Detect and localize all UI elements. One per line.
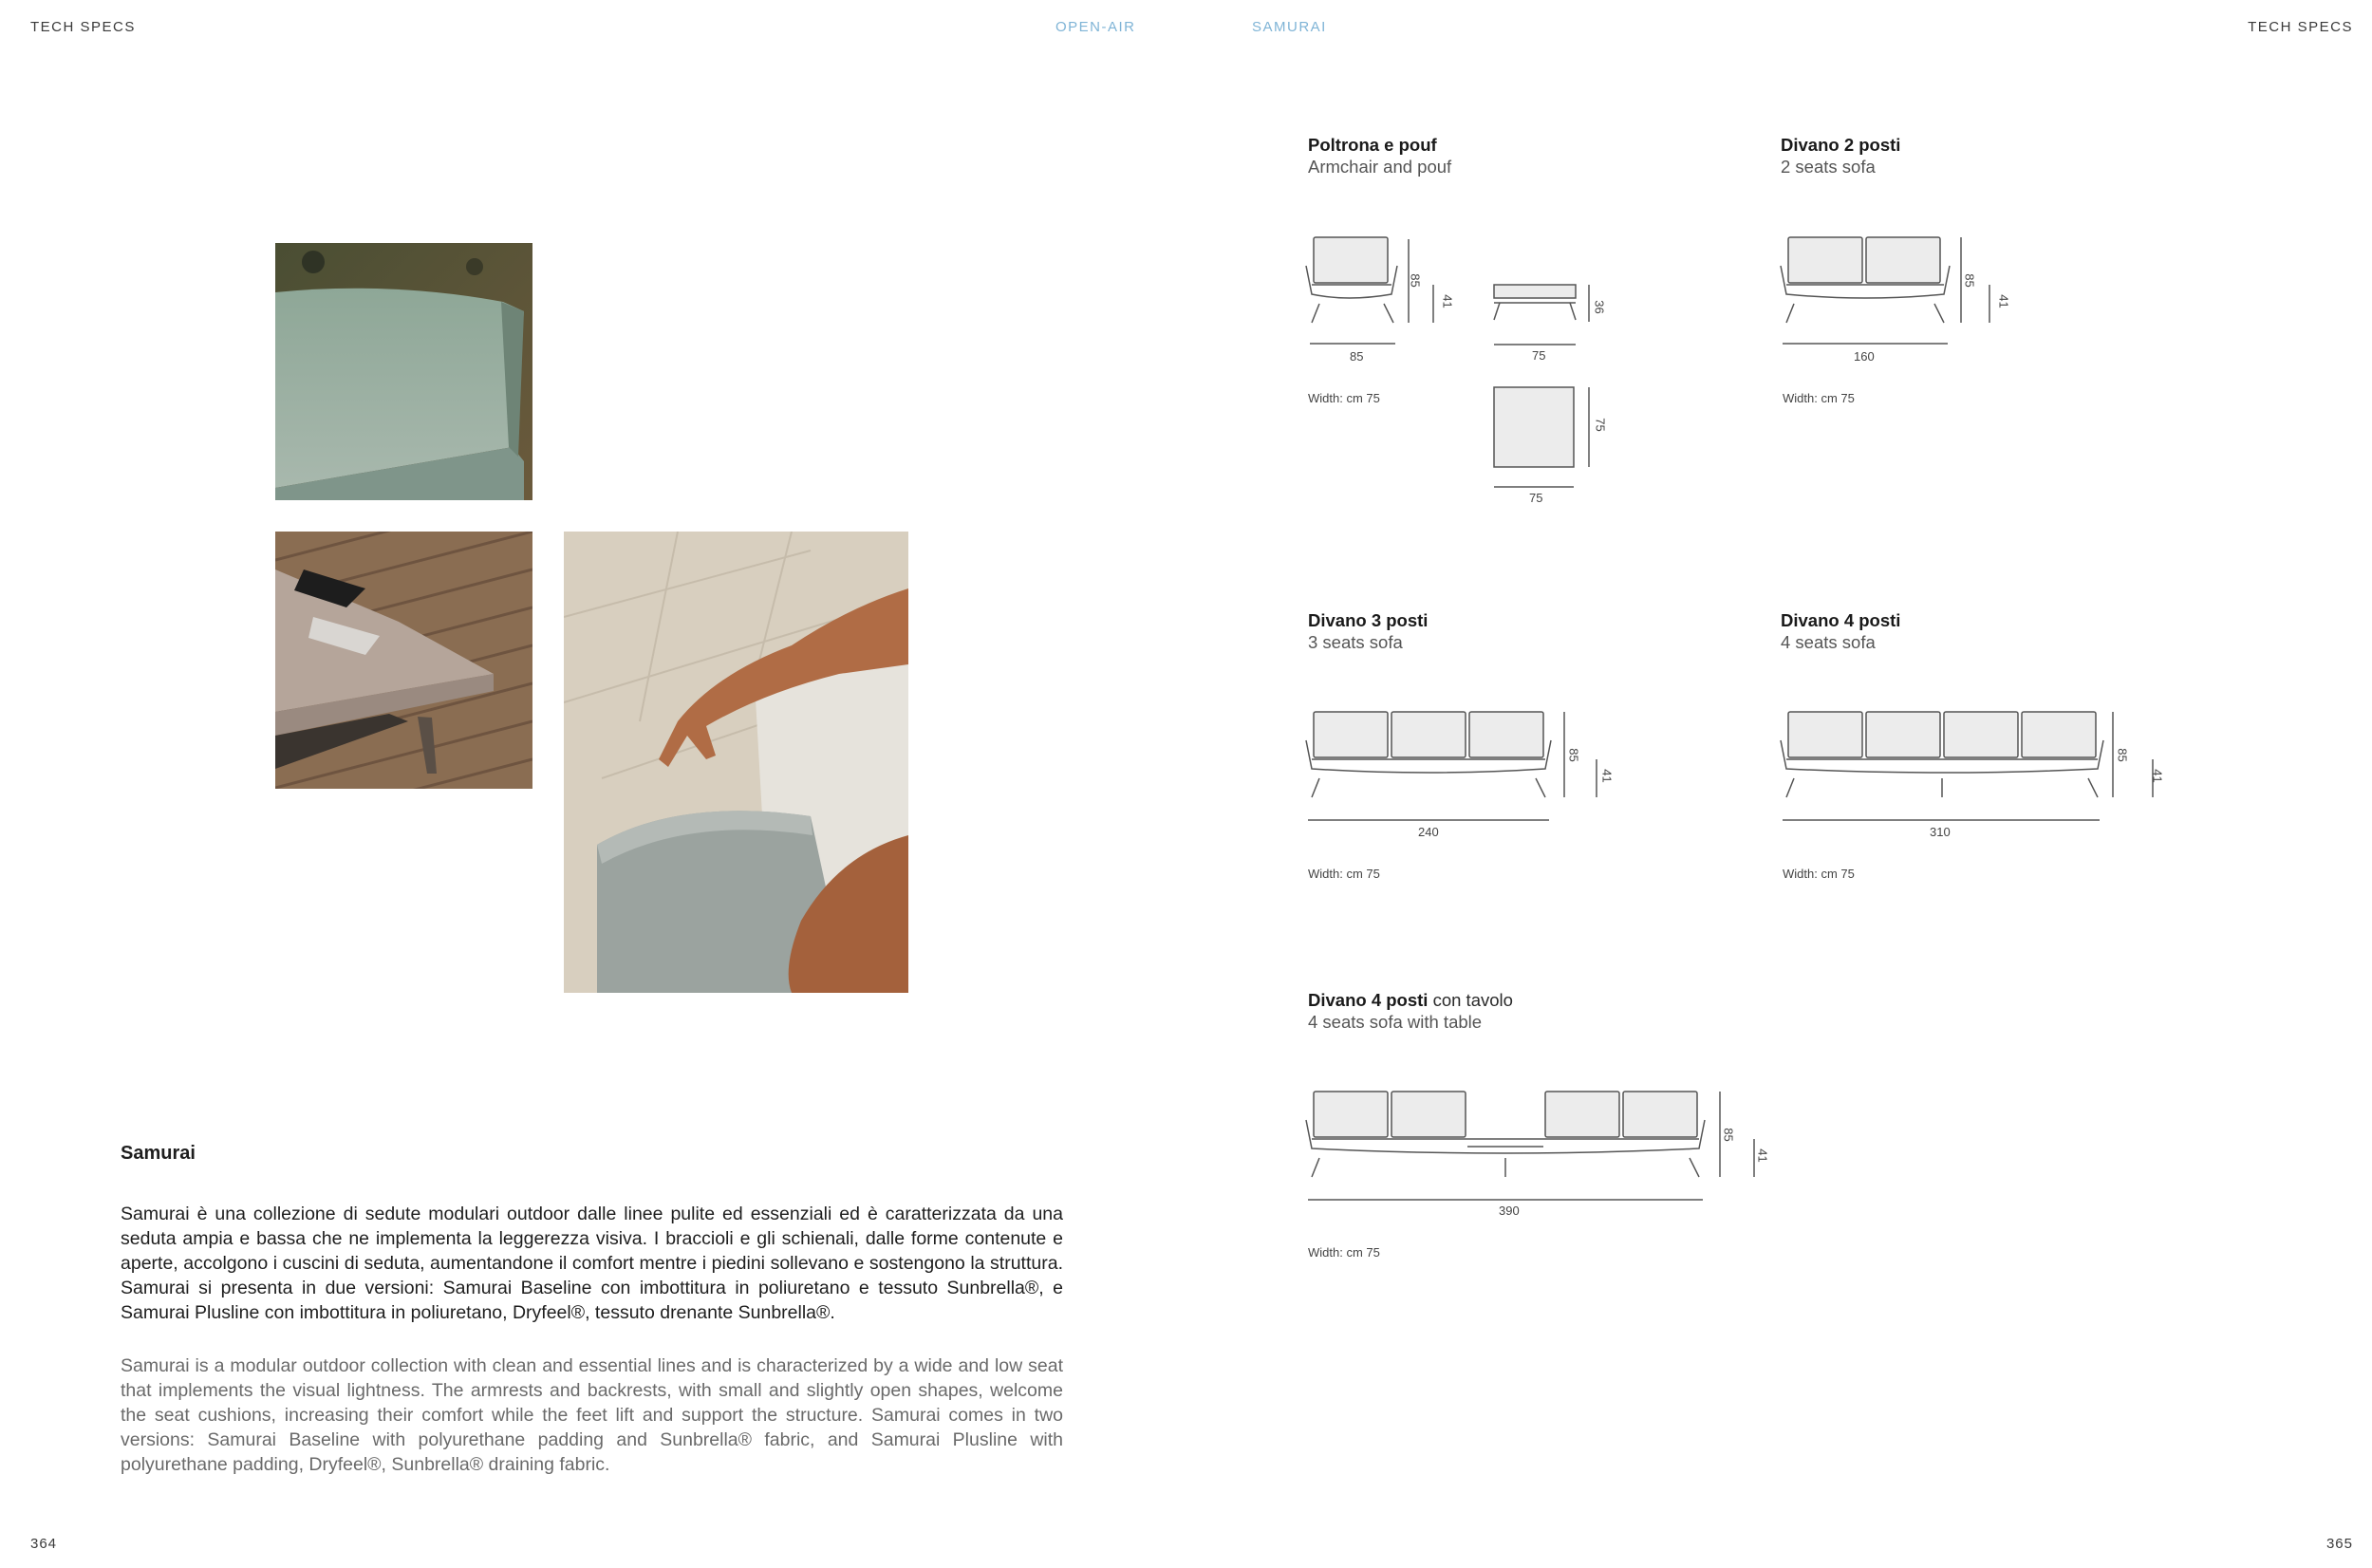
sofa2-seat-height: 41	[1996, 294, 2011, 308]
armchair-width: 85	[1350, 349, 1364, 364]
person-armchair-photo	[564, 532, 908, 993]
pouf-top-depth: 75	[1593, 418, 1608, 432]
sofa-table-width: 390	[1499, 1204, 1520, 1218]
table-deck-photo	[275, 532, 532, 789]
sofa3-depth-label: Width: cm 75	[1308, 867, 1380, 881]
sofa3-seat-height: 41	[1599, 769, 1615, 783]
pouf-width: 75	[1532, 348, 1546, 363]
sofa-3-seats-drawing	[1300, 702, 1614, 826]
sofa-table-depth-label: Width: cm 75	[1308, 1245, 1380, 1260]
product-4-seats-sofa	[1781, 609, 1900, 653]
product-name-it: Divano 4 posti	[1781, 610, 1901, 630]
armchair-depth-label: Width: cm 75	[1308, 391, 1380, 405]
sofa2-height: 85	[1962, 273, 1977, 288]
pouf-drawing	[1490, 280, 1604, 517]
product-name-en: 4 seats sofa with table	[1308, 1012, 1483, 1032]
armchair-drawing	[1300, 228, 1462, 351]
product-name-it-rest: con tavolo	[1428, 990, 1513, 1010]
description-italian: Samurai è una collezione di sedute modulari outdoor dalle linee pulite ed essenziali ed è caratterizzata da una seduta ampia e bassa che ne implementa la leggerezza visiva. I braccioli e gli schienali, dalle forme contenute e aperte, accolgono i cuscini di seduta, aumentandone il comfort mentre i piedini sollevano e sostengono la struttura. Samurai si presenta in due versioni: Samurai Baseline con imbottitura in poliuretano e tessuto Sunbrella®, e Samurai Plusline con imbottitura in poliuretano, Dryfeel®, tessuto drenante Sunbrella®.	[121, 1204, 1063, 1323]
product-2-seats-sofa	[1781, 134, 1900, 177]
header-category-link[interactable]: OPEN-AIR	[1055, 19, 1136, 35]
pouf-top-width: 75	[1529, 491, 1543, 505]
product-3-seats-sofa	[1308, 609, 1428, 653]
product-name-en: 3 seats sofa	[1308, 632, 1403, 652]
product-name-en: Armchair and pouf	[1308, 157, 1452, 177]
pouf-height: 36	[1592, 300, 1607, 314]
sofa4-depth-label: Width: cm 75	[1783, 867, 1855, 881]
page-number-right: 365	[2325, 1536, 2353, 1552]
description-english: Samurai is a modular outdoor collection with clean and essential lines and is characterized by a wide and low seat that implements the visual lightness. The armrests and backrests, with small and slightly open shapes, welcome the seat cushions, increasing their comfort while the feet lift and support the structure. Samurai comes in two versions: Samurai Baseline with polyurethane padding and Sunbrella® fabric, and Samurai Plusline with polyurethane padding, Dryfeel®, Sunbrella® draining fabric.	[121, 1355, 1063, 1475]
sofa-4-seats-drawing	[1775, 702, 2164, 826]
sofa-2-seats-drawing	[1775, 228, 2012, 351]
sofa-with-table-drawing	[1300, 1082, 1775, 1205]
header-right-label: TECH SPECS	[2248, 19, 2353, 35]
header-collection-link[interactable]: SAMURAI	[1252, 19, 1327, 35]
product-name-it: Divano 3 posti	[1308, 610, 1429, 630]
product-name-en: 2 seats sofa	[1781, 157, 1876, 177]
page-number-left: 364	[30, 1536, 58, 1552]
product-name-it-bold: Divano 4 posti	[1308, 990, 1429, 1010]
product-name-it: Divano 2 posti	[1781, 135, 1901, 155]
sofa-table-height: 85	[1721, 1128, 1736, 1142]
sofa-table-seat-height: 41	[1755, 1148, 1770, 1163]
product-armchair-pouf	[1308, 134, 1451, 177]
header-left-label: TECH SPECS	[30, 19, 136, 35]
collection-title: Samurai	[121, 1143, 196, 1164]
sofa4-seat-height: 41	[2150, 769, 2165, 783]
sofa2-width: 160	[1854, 349, 1875, 364]
sofa3-height: 85	[1566, 748, 1581, 762]
armchair-seat-height: 41	[1440, 294, 1455, 308]
sofa3-width: 240	[1418, 825, 1439, 839]
product-4-seats-sofa-table	[1308, 989, 1513, 1033]
product-name-en: 4 seats sofa	[1781, 632, 1876, 652]
sofa4-width: 310	[1930, 825, 1951, 839]
armchair-height: 85	[1408, 273, 1423, 288]
sofa2-depth-label: Width: cm 75	[1783, 391, 1855, 405]
product-name-it: Poltrona e pouf	[1308, 135, 1437, 155]
cushion-fabric-photo	[275, 243, 532, 500]
sofa4-height: 85	[2115, 748, 2130, 762]
